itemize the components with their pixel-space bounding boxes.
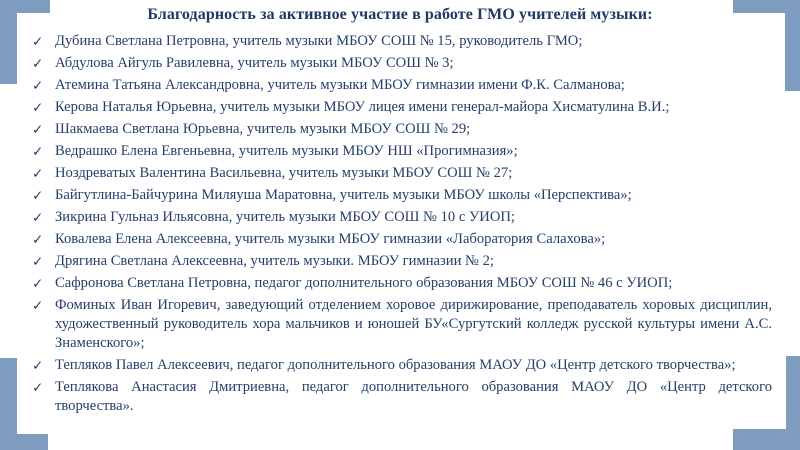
list-item: [30, 120, 772, 139]
checkmark-icon: ✓: [32, 144, 44, 159]
list-item-text: Ковалева Елена Алексеевна, учитель музыки МБОУ гимназии «Лаборатория Салахова»;: [55, 231, 606, 247]
checkmark-icon: ✓: [32, 276, 44, 291]
checkmark-icon: ✓: [32, 100, 44, 115]
list-item-text: Ноздреватых Валентина Васильевна, учитель музыки МБОУ СОШ № 27;: [55, 165, 513, 181]
list-item: [30, 54, 772, 73]
list-item: [30, 164, 772, 183]
list-item-text: Зикрина Гульназ Ильясовна, учитель музыки МБОУ СОШ № 10 с УИОП;: [55, 209, 515, 225]
list-item-text: Байгутлина-Байчурина Миляуша Маратовна, учитель музыки МБОУ школы «Перспектива»;: [55, 187, 632, 203]
checkmark-icon: ✓: [32, 232, 44, 247]
list-item: [30, 378, 772, 416]
list-item-text: Шакмаева Светлана Юрьевна, учитель музыки МБОУ СОШ № 29;: [55, 121, 471, 137]
corner-decoration-bottom-left-horizontal: [0, 434, 48, 450]
list-item: [30, 296, 772, 353]
checkmark-icon: ✓: [32, 358, 44, 373]
corner-decoration-bottom-right-horizontal: [733, 429, 800, 450]
list-item-text: Фоминых Иван Игоревич, заведующий отделением хоровое дирижирование, преподаватель хоровых дисциплин, художественный руководитель хора мальчиков и юношей БУ«Сургутский колледж русской культуры имени А.С. Знаменского»;: [55, 297, 772, 351]
list-item-text: Атемина Татьяна Александровна, учитель музыки МБОУ гимназии имени Ф.К. Салманова;: [55, 77, 625, 93]
list-item-text: Ведрашко Елена Евгеньевна, учитель музыки МБОУ НШ «Прогимназия»;: [55, 143, 518, 159]
checkmark-icon: ✓: [32, 34, 44, 49]
list-item: [30, 32, 772, 51]
thanks-list: [30, 32, 772, 419]
checkmark-icon: ✓: [32, 298, 44, 313]
list-item: [30, 98, 772, 117]
list-item-text: Керова Наталья Юрьевна, учитель музыки МБОУ лицея имени генерал-майора Хисматулина В.И.;: [55, 99, 670, 115]
checkmark-icon: ✓: [32, 166, 44, 181]
checkmark-icon: ✓: [32, 188, 44, 203]
list-item-text: Абдулова Айгуль Равилевна, учитель музыки МБОУ СОШ № 3;: [55, 55, 454, 71]
checkmark-icon: ✓: [32, 122, 44, 137]
list-item: [30, 208, 772, 227]
checkmark-icon: ✓: [32, 78, 44, 93]
corner-decoration-top-right-vertical: [785, 0, 800, 91]
list-item: [30, 274, 772, 293]
list-item-text: Дрягина Светлана Алексеевна, учитель музыки. МБОУ гимназии № 2;: [55, 253, 494, 269]
list-item: [30, 142, 772, 161]
list-item-text: Сафронова Светлана Петровна, педагог дополнительного образования МБОУ СОШ № 46 с УИОП;: [55, 275, 673, 291]
list-item: [30, 252, 772, 271]
list-item-text: Тепляков Павел Алексеевич, педагог дополнительного образования МАОУ ДО «Центр детского творчества»;: [55, 357, 736, 373]
list-item-text: Теплякова Анастасия Дмитриевна, педагог дополнительного образования МАОУ ДО «Центр детского творчества».: [55, 379, 772, 414]
checkmark-icon: ✓: [32, 380, 44, 395]
list-item: [30, 186, 772, 205]
list-item: [30, 356, 772, 375]
list-item: [30, 230, 772, 249]
checkmark-icon: ✓: [32, 254, 44, 269]
list-item-text: Дубина Светлана Петровна, учитель музыки МБОУ СОШ № 15, руководитель ГМО;: [55, 33, 583, 49]
slide-title: Благодарность за активное участие в работе ГМО учителей музыки:: [147, 6, 653, 23]
corner-decoration-top-left-vertical: [0, 0, 17, 84]
list-item: [30, 76, 772, 95]
checkmark-icon: ✓: [32, 210, 44, 225]
checkmark-icon: ✓: [32, 56, 44, 71]
